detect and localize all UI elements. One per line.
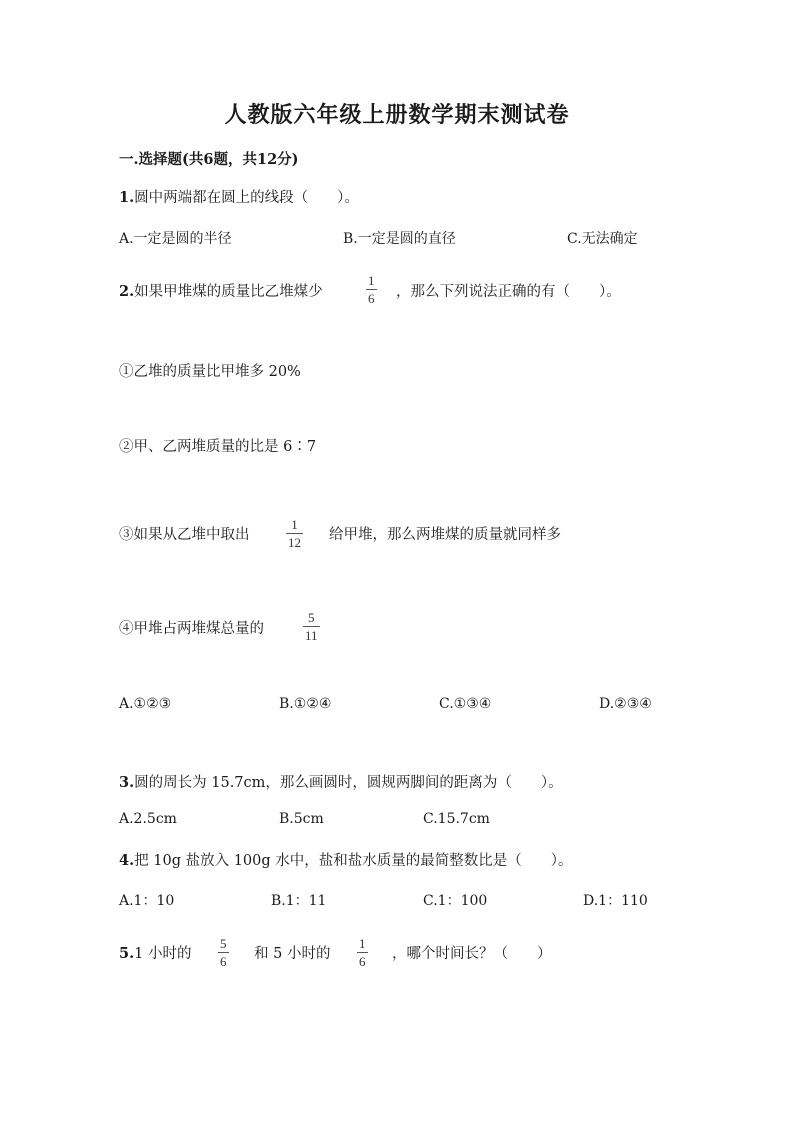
q4-option-a[interactable]: A.1：10 [119,893,175,909]
question-3 [119,771,563,792]
question-number: 4. [119,852,135,869]
fraction-bar [357,952,368,953]
fraction-one-sixth [366,273,377,306]
q1-option-a[interactable]: A.一定是圆的半径 [119,231,232,247]
fraction-one-sixth-q5 [357,936,368,969]
q2-option-d[interactable]: D.②③④ [599,696,652,712]
question-number: 2. [119,283,135,300]
q1-option-b[interactable]: B.一定是圆的直径 [343,231,456,247]
fraction-five-elevenths [303,610,320,643]
question-number: 3. [119,774,135,791]
question-text: 圆的周长为 15.7cm，那么画圆时，圆规两脚间的距离为（ ）。 [134,775,563,791]
q4-option-c[interactable]: C.1：100 [423,893,488,909]
fraction-denominator: 6 [220,954,227,969]
question-2-pre [119,280,323,301]
fraction-bar [286,533,303,534]
fraction-numerator: 5 [220,936,227,951]
q2-option-b[interactable]: B.①②④ [279,696,332,712]
fraction-numerator: 5 [308,610,315,625]
question-1 [119,186,359,207]
fraction-five-sixths [218,936,229,969]
question-5-post: ，哪个时间长？（ ） [392,946,552,962]
q2-option-a[interactable]: A.①②③ [119,696,172,712]
question-number: 1. [119,189,135,206]
q2-statement-4-pre: ④甲堆占两堆煤总量的 [119,621,264,637]
question-5-mid: 和 5 小时的 [254,946,331,962]
q2-option-c[interactable]: C.①③④ [439,696,492,712]
fraction-bar [218,952,229,953]
fraction-denominator: 6 [368,291,375,306]
fraction-denominator: 12 [288,535,301,550]
fraction-numerator: 1 [368,273,375,288]
fraction-denominator: 6 [359,954,366,969]
q4-option-b[interactable]: B.1：11 [271,893,327,909]
question-4 [119,849,573,870]
question-5-pre [119,942,191,963]
q1-option-c[interactable]: C.无法确定 [567,231,638,247]
fraction-bar [366,289,377,290]
section-heading: 一.选择题(共6题，共12分) [119,151,299,168]
q3-option-a[interactable]: A.2.5cm [119,811,177,827]
question-text: 1 小时的 [134,946,192,962]
q2-statement-3-pre: ③如果从乙堆中取出 [119,527,250,543]
q2-statement-3-post: 给甲堆，那么两堆煤的质量就同样多 [329,527,561,543]
question-text: 圆中两端都在圆上的线段（ ）。 [134,190,359,206]
fraction-one-twelfth [286,517,303,550]
fraction-numerator: 1 [359,936,366,951]
fraction-denominator: 11 [305,628,318,643]
q3-option-c[interactable]: C.15.7cm [423,811,490,827]
question-number: 5. [119,945,135,962]
question-text: 如果甲堆煤的质量比乙堆煤少 [134,284,323,300]
fraction-numerator: 1 [291,517,298,532]
q2-statement-1: ①乙堆的质量比甲堆多 20% [119,364,301,380]
fraction-bar [303,626,320,627]
q3-option-b[interactable]: B.5cm [279,811,324,827]
q4-option-d[interactable]: D.1：110 [583,893,648,909]
question-text: 把 10g 盐放入 100g 水中，盐和盐水质量的最简整数比是（ ）。 [134,853,573,869]
q2-statement-2: ②甲、乙两堆质量的比是 6∶7 [119,439,317,455]
page-title: 人教版六年级上册数学期末测试卷 [224,102,570,128]
question-2-post: ，那么下列说法正确的有（ ）。 [396,284,621,300]
